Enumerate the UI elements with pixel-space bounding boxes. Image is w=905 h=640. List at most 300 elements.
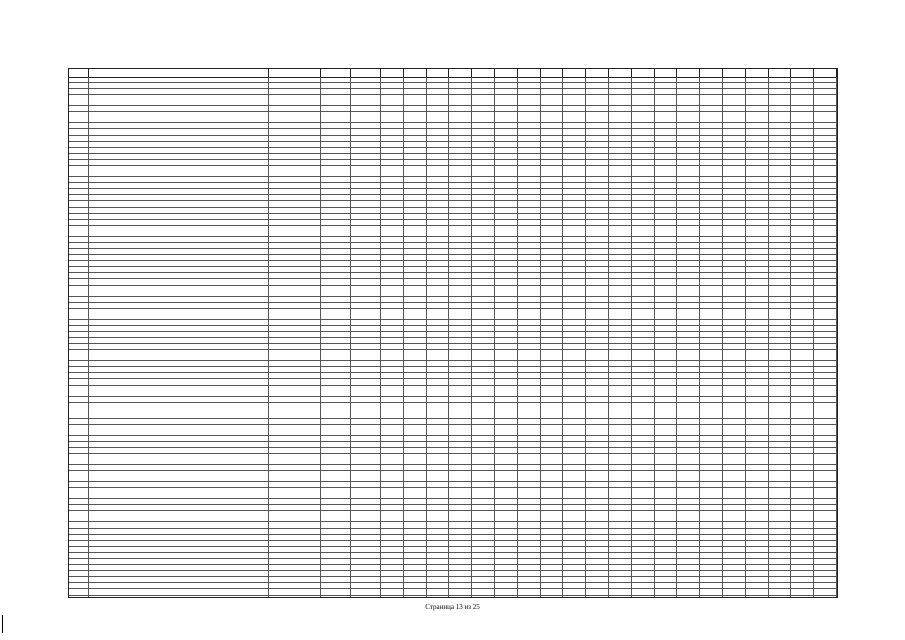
table-cell (563, 471, 586, 481)
table-cell (449, 77, 472, 82)
table-cell (814, 499, 837, 504)
table-cell (269, 148, 321, 153)
table-cell (381, 511, 404, 521)
table-cell (563, 303, 586, 308)
table-cell (723, 425, 746, 435)
table-cell (381, 541, 404, 546)
table-cell (404, 286, 427, 296)
table-cell (586, 195, 609, 200)
table-cell (563, 448, 586, 453)
table-cell (677, 583, 700, 588)
table-cell (495, 505, 518, 510)
table-cell (495, 106, 518, 111)
table-cell (495, 397, 518, 402)
table-cell (586, 448, 609, 453)
table-cell (269, 226, 321, 236)
table-cell (541, 320, 564, 325)
table-cell (814, 273, 837, 278)
table-cell (381, 255, 404, 260)
table-cell (381, 286, 404, 296)
table-cell (814, 154, 837, 159)
table-cell (404, 419, 427, 424)
table-cell (723, 448, 746, 453)
table-cell (427, 261, 450, 266)
table-cell (518, 577, 541, 582)
table-cell (791, 83, 814, 88)
table-cell (586, 129, 609, 134)
table-cell (495, 332, 518, 337)
table-cell (381, 123, 404, 128)
table-cell (89, 77, 269, 82)
table-cell (449, 379, 472, 384)
table-cell (518, 436, 541, 441)
table-cell (700, 309, 723, 319)
table-cell (700, 529, 723, 534)
table-cell (351, 273, 381, 278)
table-cell (700, 129, 723, 134)
table-cell (472, 425, 495, 435)
table-cell (723, 361, 746, 366)
table-cell (655, 237, 678, 242)
table-cell (404, 106, 427, 111)
table-cell (495, 249, 518, 254)
table-row (69, 488, 837, 499)
table-cell (321, 189, 351, 194)
table-cell (814, 123, 837, 128)
table-cell (381, 297, 404, 302)
table-cell (495, 535, 518, 540)
table-cell (404, 303, 427, 308)
table-cell (449, 249, 472, 254)
table-cell (723, 249, 746, 254)
table-cell (427, 505, 450, 510)
table-cell (632, 106, 655, 111)
table-cell (677, 361, 700, 366)
table-cell (586, 183, 609, 188)
table-cell (814, 201, 837, 206)
table-cell (541, 129, 564, 134)
table-cell (655, 436, 678, 441)
table-cell (677, 596, 700, 598)
table-cell (700, 297, 723, 302)
table-cell (321, 83, 351, 88)
table-cell (746, 255, 769, 260)
table-cell (586, 596, 609, 598)
table-cell (541, 344, 564, 349)
table-cell (746, 112, 769, 122)
table-cell (427, 522, 450, 527)
table-cell (69, 309, 89, 319)
table-cell (632, 136, 655, 141)
table-cell (791, 309, 814, 319)
table-cell (269, 596, 321, 598)
table-cell (791, 367, 814, 372)
table-cell (769, 320, 792, 325)
table-cell (632, 397, 655, 402)
table-cell (677, 541, 700, 546)
table-cell (351, 154, 381, 159)
table-cell (723, 596, 746, 598)
table-cell (563, 136, 586, 141)
table-cell (351, 465, 381, 470)
table-cell (541, 326, 564, 331)
table-cell (700, 488, 723, 498)
table-cell (321, 195, 351, 200)
table-cell (495, 596, 518, 598)
table-cell (700, 511, 723, 521)
table-cell (632, 112, 655, 122)
table-cell (791, 344, 814, 349)
table-cell (472, 541, 495, 546)
table-cell (449, 286, 472, 296)
table-cell (89, 465, 269, 470)
table-cell (632, 454, 655, 464)
table-cell (700, 95, 723, 105)
table-cell (449, 326, 472, 331)
table-cell (427, 320, 450, 325)
table-cell (746, 386, 769, 396)
table-cell (351, 249, 381, 254)
table-cell (632, 95, 655, 105)
table-cell (518, 154, 541, 159)
table-cell (495, 148, 518, 153)
table-cell (791, 442, 814, 447)
table-cell (541, 596, 564, 598)
table-cell (449, 332, 472, 337)
table-cell (723, 350, 746, 360)
table-cell (518, 89, 541, 94)
table-cell (321, 571, 351, 576)
table-cell (269, 448, 321, 453)
table-cell (269, 511, 321, 521)
table-cell (655, 77, 678, 82)
table-cell (321, 177, 351, 182)
table-cell (381, 267, 404, 272)
table-cell (69, 201, 89, 206)
table-cell (563, 106, 586, 111)
table-cell (427, 166, 450, 176)
table-cell (791, 166, 814, 176)
table-cell (449, 129, 472, 134)
table-cell (632, 226, 655, 236)
table-cell (586, 154, 609, 159)
table-cell (677, 154, 700, 159)
table-cell (791, 201, 814, 206)
table-cell (351, 243, 381, 248)
table-cell (495, 77, 518, 82)
table-cell (518, 77, 541, 82)
table-cell (677, 201, 700, 206)
table-cell (269, 338, 321, 343)
table-cell (321, 220, 351, 225)
table-cell (518, 361, 541, 366)
table-cell (586, 379, 609, 384)
table-cell (563, 397, 586, 402)
table-cell (321, 142, 351, 147)
table-cell (769, 529, 792, 534)
table-cell (269, 589, 321, 594)
table-cell (495, 589, 518, 594)
table-cell (472, 442, 495, 447)
table-cell (381, 454, 404, 464)
table-cell (518, 596, 541, 598)
table-cell (351, 553, 381, 558)
table-cell (518, 106, 541, 111)
table-cell (586, 83, 609, 88)
table-cell (541, 142, 564, 147)
table-cell (404, 529, 427, 534)
table-cell (791, 419, 814, 424)
table-cell (472, 154, 495, 159)
table-cell (746, 350, 769, 360)
table-cell (404, 123, 427, 128)
table-cell (351, 488, 381, 498)
table-cell (746, 326, 769, 331)
table-cell (404, 367, 427, 372)
table-cell (404, 499, 427, 504)
table-cell (351, 220, 381, 225)
table-cell (381, 350, 404, 360)
table-cell (677, 386, 700, 396)
table-cell (321, 436, 351, 441)
table-cell (791, 589, 814, 594)
table-cell (632, 332, 655, 337)
table-cell (655, 344, 678, 349)
table-cell (495, 565, 518, 570)
table-cell (609, 208, 632, 213)
table-cell (791, 465, 814, 470)
table-cell (632, 303, 655, 308)
table-cell (472, 177, 495, 182)
table-cell (609, 511, 632, 521)
table-cell (381, 332, 404, 337)
table-cell (814, 386, 837, 396)
table-cell (381, 448, 404, 453)
table-cell (351, 482, 381, 487)
table-cell (321, 596, 351, 598)
table-cell (351, 511, 381, 521)
table-cell (351, 320, 381, 325)
table-cell (381, 583, 404, 588)
table-cell (723, 505, 746, 510)
table-row (69, 112, 837, 123)
table-cell (427, 208, 450, 213)
table-cell (69, 297, 89, 302)
table-cell (472, 136, 495, 141)
table-cell (632, 177, 655, 182)
table-cell (427, 297, 450, 302)
table-cell (69, 320, 89, 325)
table-cell (632, 123, 655, 128)
table-cell (351, 129, 381, 134)
table-cell (723, 559, 746, 564)
table-cell (677, 522, 700, 527)
table-cell (449, 267, 472, 272)
table-cell (518, 95, 541, 105)
table-cell (449, 547, 472, 552)
table-cell (427, 142, 450, 147)
table-cell (381, 129, 404, 134)
table-cell (269, 571, 321, 576)
table-cell (769, 577, 792, 582)
table-cell (495, 403, 518, 418)
table-cell (769, 547, 792, 552)
table-cell (269, 136, 321, 141)
table-cell (791, 112, 814, 122)
table-cell (69, 344, 89, 349)
table-cell (700, 535, 723, 540)
table-cell (404, 226, 427, 236)
table-cell (700, 123, 723, 128)
table-cell (655, 297, 678, 302)
table-cell (746, 160, 769, 165)
table-cell (769, 160, 792, 165)
table-cell (495, 309, 518, 319)
table-cell (586, 471, 609, 481)
table-cell (746, 583, 769, 588)
table-cell (351, 160, 381, 165)
table-cell (69, 142, 89, 147)
table-cell (89, 529, 269, 534)
table-cell (321, 226, 351, 236)
table-cell (563, 148, 586, 153)
table-cell (609, 243, 632, 248)
table-cell (563, 249, 586, 254)
table-cell (723, 166, 746, 176)
table-cell (351, 189, 381, 194)
table-cell (723, 465, 746, 470)
table-cell (632, 183, 655, 188)
table-cell (69, 559, 89, 564)
table-cell (89, 273, 269, 278)
table-cell (700, 419, 723, 424)
table-cell (563, 577, 586, 582)
table-cell (723, 309, 746, 319)
table-cell (427, 279, 450, 284)
table-cell (269, 373, 321, 378)
table-cell (541, 511, 564, 521)
table-cell (586, 559, 609, 564)
table-cell (269, 425, 321, 435)
table-cell (269, 436, 321, 441)
table-cell (427, 589, 450, 594)
table-cell (677, 589, 700, 594)
table-cell (427, 267, 450, 272)
table-cell (472, 189, 495, 194)
table-cell (89, 226, 269, 236)
table-cell (769, 214, 792, 219)
table-cell (269, 142, 321, 147)
table-cell (495, 136, 518, 141)
table-cell (791, 565, 814, 570)
table-cell (69, 553, 89, 558)
table-cell (89, 326, 269, 331)
table-cell (541, 529, 564, 534)
table-cell (586, 303, 609, 308)
table-cell (700, 237, 723, 242)
table-cell (449, 83, 472, 88)
table-cell (495, 529, 518, 534)
table-cell (563, 367, 586, 372)
table-cell (677, 261, 700, 266)
table-cell (814, 77, 837, 82)
table-cell (472, 350, 495, 360)
table-cell (541, 547, 564, 552)
table-cell (472, 583, 495, 588)
table-cell (404, 83, 427, 88)
table-cell (586, 397, 609, 402)
table-cell (472, 505, 495, 510)
table-cell (381, 499, 404, 504)
table-cell (518, 208, 541, 213)
table-cell (791, 529, 814, 534)
table-cell (609, 195, 632, 200)
table-cell (321, 367, 351, 372)
table-cell (723, 332, 746, 337)
table-cell (449, 571, 472, 576)
table-cell (814, 237, 837, 242)
table-cell (563, 535, 586, 540)
table-cell (563, 553, 586, 558)
table-cell (449, 154, 472, 159)
table-cell (814, 367, 837, 372)
table-cell (472, 596, 495, 598)
table-cell (269, 195, 321, 200)
table-cell (269, 397, 321, 402)
table-cell (632, 326, 655, 331)
table-cell (427, 326, 450, 331)
table-cell (69, 177, 89, 182)
table-cell (723, 112, 746, 122)
table-cell (427, 214, 450, 219)
table-cell (495, 273, 518, 278)
table-cell (814, 243, 837, 248)
table-cell (586, 123, 609, 128)
table-cell (269, 547, 321, 552)
table-cell (586, 267, 609, 272)
table-cell (495, 183, 518, 188)
table-cell (449, 95, 472, 105)
table-cell (427, 77, 450, 82)
table-cell (518, 559, 541, 564)
table-cell (746, 142, 769, 147)
table-cell (632, 379, 655, 384)
table-row (69, 95, 837, 106)
table-cell (746, 559, 769, 564)
table-cell (269, 535, 321, 540)
table-cell (723, 529, 746, 534)
table-cell (563, 488, 586, 498)
table-cell (472, 226, 495, 236)
table-cell (746, 397, 769, 402)
table-cell (449, 297, 472, 302)
table-cell (427, 547, 450, 552)
table-cell (746, 261, 769, 266)
table-cell (814, 267, 837, 272)
table-cell (632, 386, 655, 396)
table-cell (746, 529, 769, 534)
table-cell (609, 201, 632, 206)
table-cell (427, 177, 450, 182)
table-cell (632, 344, 655, 349)
table-cell (563, 344, 586, 349)
table-cell (381, 309, 404, 319)
table-cell (69, 95, 89, 105)
table-cell (518, 83, 541, 88)
table-cell (89, 332, 269, 337)
table-cell (677, 350, 700, 360)
table-cell (472, 279, 495, 284)
